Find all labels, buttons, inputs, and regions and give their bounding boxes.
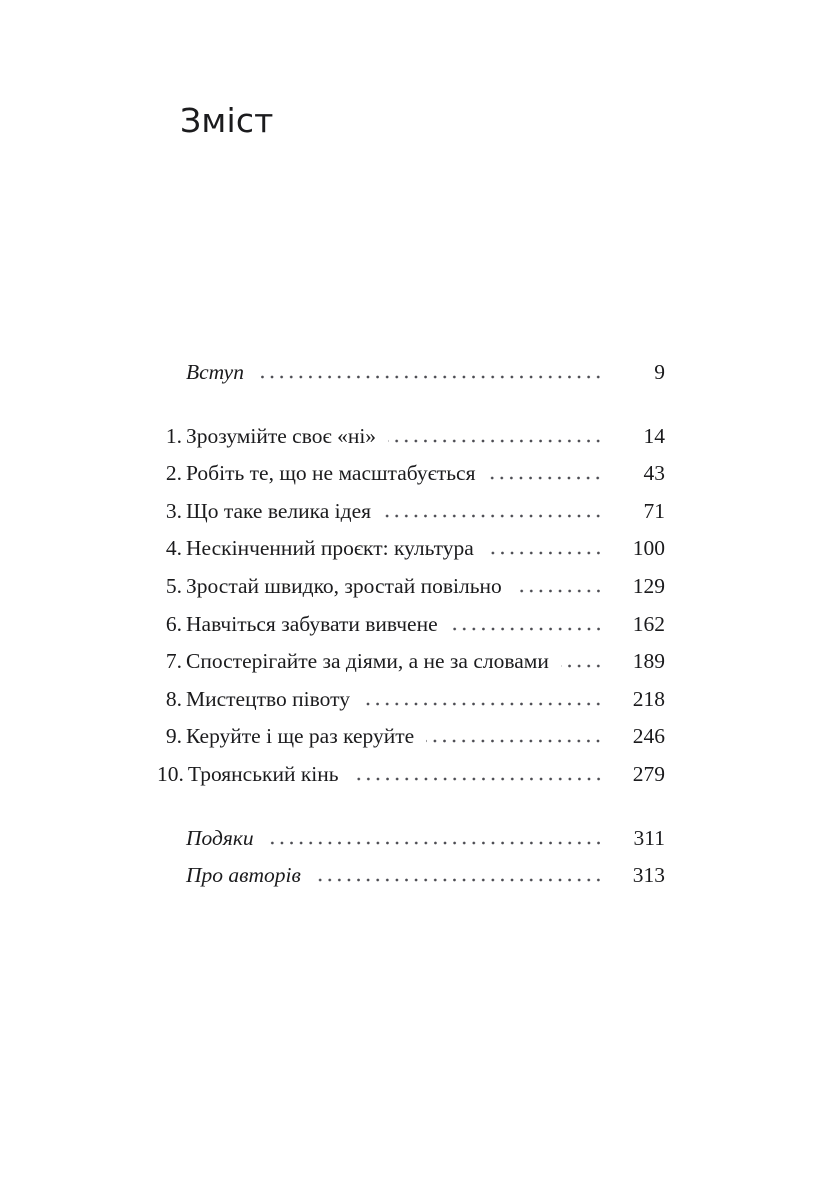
toc-entry-page: 71 <box>643 498 665 523</box>
toc-entry-chapter-2 <box>157 455 665 493</box>
dotted-leader <box>256 354 605 392</box>
toc-entry-page: 162 <box>632 611 665 636</box>
toc-entry-page: 246 <box>632 724 665 749</box>
toc-entry-page: 279 <box>632 761 665 786</box>
toc-entry-label: Вступ <box>186 360 244 384</box>
dotted-leader <box>426 718 605 756</box>
toc-entry-label: Спостерігайте за діями, а не за словами <box>186 649 549 674</box>
toc-entry-label: Керуйте і ще раз керуйте <box>186 724 415 749</box>
toc-entry-intro <box>157 354 665 392</box>
toc-entry-chapter-5 <box>157 568 665 606</box>
toc-entry-number: 1. <box>165 423 182 448</box>
toc-entry-page: 100 <box>632 536 665 561</box>
dotted-leader <box>487 455 605 493</box>
toc-entry-label: Робіть те, що не масштабується <box>186 461 476 486</box>
toc-entry-chapter-7 <box>157 643 665 681</box>
dotted-leader <box>450 606 605 644</box>
dotted-leader <box>313 857 605 895</box>
toc-entry-about-authors <box>157 857 665 895</box>
toc-entry-label: Що таке велика ідея <box>186 498 372 523</box>
toc-entry-number: 3. <box>165 498 182 523</box>
dotted-leader <box>362 681 605 719</box>
page-title: Зміст <box>180 101 274 140</box>
toc-entry-number: 8. <box>165 686 182 711</box>
toc-entry-label: Троянський кінь <box>187 761 339 786</box>
toc-entry-label: Зростай швидко, зростай повільно <box>186 573 502 598</box>
toc-entry-chapter-9 <box>157 718 665 756</box>
toc-entry-page: 9 <box>654 360 665 384</box>
toc-entry-number: 7. <box>165 649 182 674</box>
dotted-leader <box>351 756 605 794</box>
toc-entry-label: Навчіться забувати вивчене <box>186 611 438 636</box>
toc-entry-label: Подяки <box>186 825 254 850</box>
toc-entry-page: 14 <box>643 423 665 448</box>
toc-entry-number: 4. <box>165 536 182 561</box>
toc-entry-label: Мистецтво півоту <box>186 686 350 711</box>
table-of-contents <box>157 354 665 895</box>
toc-entry-label: Про авторів <box>186 863 301 888</box>
toc-entry-acknowledgements <box>157 820 665 858</box>
toc-entry-chapter-8 <box>157 681 665 719</box>
dotted-leader <box>561 643 605 681</box>
toc-entry-chapter-10 <box>157 756 665 794</box>
dotted-leader <box>388 418 605 456</box>
toc-entry-chapter-3 <box>157 493 665 531</box>
dotted-leader <box>383 493 605 531</box>
toc-entry-label: Нескінченний проєкт: культура <box>186 536 474 561</box>
toc-entry-number: 10. <box>157 761 184 786</box>
toc-entry-page: 218 <box>632 686 665 711</box>
toc-entry-chapter-6 <box>157 606 665 644</box>
toc-entry-number: 2. <box>165 461 182 486</box>
toc-entry-page: 129 <box>632 573 665 598</box>
toc-entry-number: 6. <box>165 611 182 636</box>
toc-entry-chapter-4 <box>157 530 665 568</box>
dotted-leader <box>266 820 605 858</box>
toc-entry-number: 5. <box>165 573 182 598</box>
toc-entry-page: 43 <box>643 461 665 486</box>
toc-entry-page: 189 <box>632 649 665 674</box>
toc-entry-page: 311 <box>633 825 665 850</box>
dotted-leader <box>486 530 605 568</box>
toc-entry-page: 313 <box>632 863 665 888</box>
toc-entry-label: Зрозумійте своє «ні» <box>186 423 377 448</box>
toc-entry-chapter-1 <box>157 418 665 456</box>
toc-entry-number: 9. <box>165 724 182 749</box>
dotted-leader <box>514 568 605 606</box>
